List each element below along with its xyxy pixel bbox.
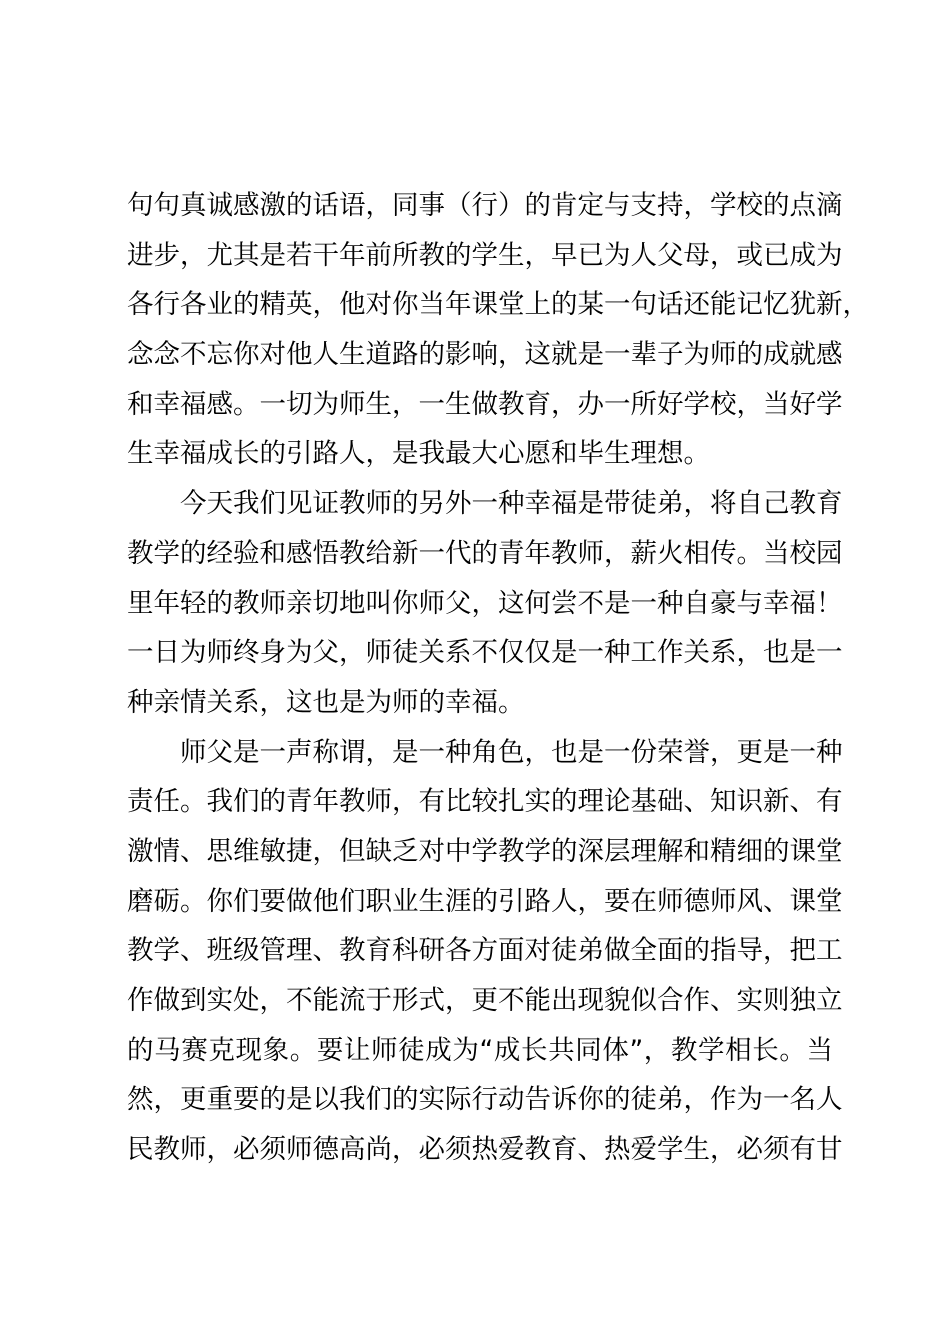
text-line: 作做到实处，不能流于形式，更不能出现貌似合作、实则独立: [127, 985, 843, 1016]
text-line: 师父是一声称谓，是一种角色，也是一份荣誉，更是一种: [180, 736, 843, 768]
text-line: 句句真诚感激的话语，同事（行）的肯定与支持，学校的点滴: [127, 190, 843, 221]
paragraph-3: [127, 728, 843, 1175]
text-line: 和幸福感。一切为师生，一生做教育，办一所好学校，当好学: [127, 388, 843, 420]
text-line: 民教师，必须师德高尚，必须热爱教育、热爱学生，必须有甘: [127, 1134, 843, 1166]
text-line: 今天我们见证教师的另外一种幸福是带徒弟，将自己教育: [180, 488, 843, 520]
text-line: 磨砺。你们要做他们职业生涯的引路人，要在师德师风、课堂: [127, 885, 843, 917]
text-line: 的马赛克现象。要让师徒成为“成长共同体”，教学相长。当: [127, 1034, 833, 1066]
text-line: 进步，尤其是若干年前所教的学生，早已为人父母，或已成为: [127, 239, 843, 271]
text-line: 种亲情关系，这也是为师的幸福。: [127, 686, 525, 718]
text-line: 然，更重要的是以我们的实际行动告诉你的徒弟，作为一名人: [127, 1084, 843, 1116]
text-line: 一日为师终身为父，师徒关系不仅仅是一种工作关系，也是一: [127, 637, 843, 669]
text-line: 责任。我们的青年教师，有比较扎实的理论基础、知识新、有: [127, 786, 843, 818]
document-body: [127, 181, 869, 1175]
text-line: 念念不忘你对他人生道路的影响，这就是一辈子为师的成就感: [127, 339, 843, 371]
text-line: 各行各业的精英，他对你当年课堂上的某一句话还能记忆犹新，: [127, 289, 869, 321]
paragraph-2: [127, 479, 843, 727]
text-line: 教学、班级管理、教育科研各方面对徒弟做全面的指导，把工: [127, 935, 843, 967]
text-line: 生幸福成长的引路人，是我最大心愿和毕生理想。: [127, 438, 710, 470]
text-line: 里年轻的教师亲切地叫你师父，这何尝不是一种自豪与幸福！: [127, 587, 843, 619]
text-line: 教学的经验和感悟教给新一代的青年教师，薪火相传。当校园: [127, 537, 843, 569]
paragraph-1: [127, 181, 869, 479]
text-line: 激情、思维敏捷，但缺乏对中学教学的深层理解和精细的课堂: [127, 835, 843, 867]
